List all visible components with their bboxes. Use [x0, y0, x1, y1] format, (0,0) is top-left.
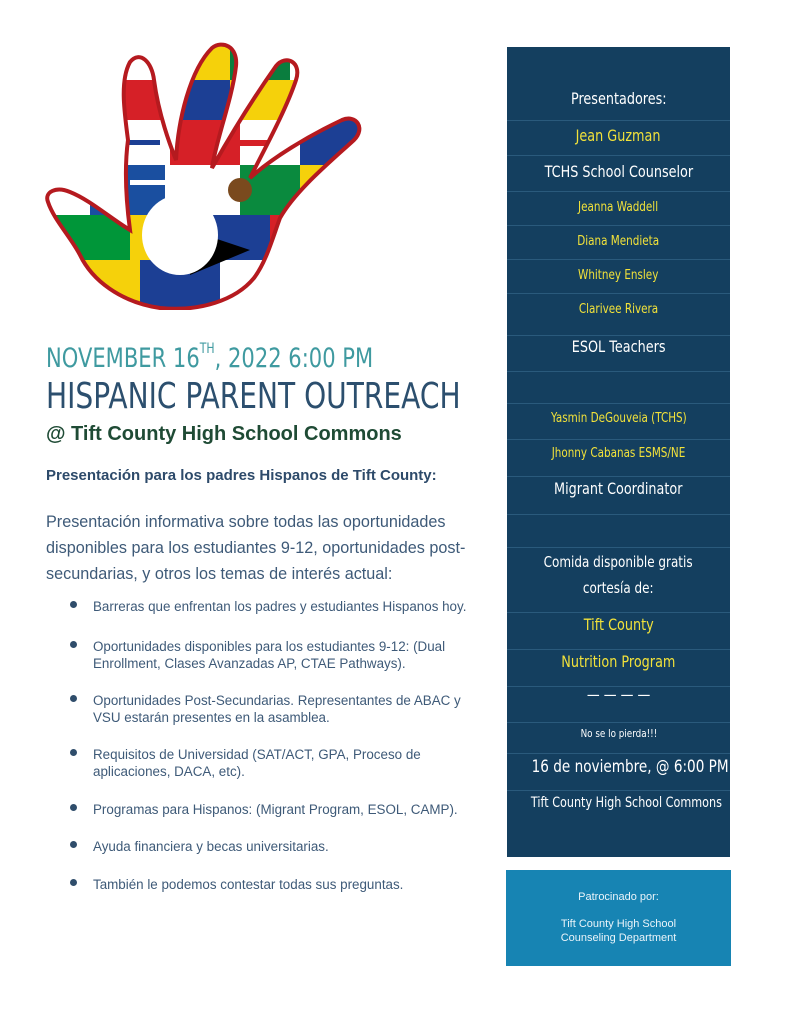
bullet-icon	[70, 804, 77, 811]
list-item-text: Oportunidades disponibles para los estudiantes 9-12: (Dual Enrollment, Clases Avanzadas AP, CTAE Pathways).	[93, 638, 446, 671]
intro-heading: Presentación para los padres Hispanos de Tift County:	[46, 467, 437, 484]
coordinator-name: Jhonny Cabanas ESMS/NE	[551, 446, 686, 461]
list-item	[70, 838, 485, 856]
list-item-text: Programas para Hispanos: (Migrant Program, ESOL, CAMP).	[93, 801, 458, 817]
topic-list	[70, 598, 485, 893]
presenters-heading: Presentadores:	[570, 89, 667, 108]
coordinator-role: Migrant Coordinator	[554, 479, 683, 498]
list-item	[70, 598, 485, 616]
dont-miss-text: No se lo pierda!!!	[580, 727, 657, 740]
teacher-name: Clarivee Rivera	[578, 302, 659, 317]
event-date-ordinal: TH	[199, 341, 215, 357]
bullet-icon	[70, 841, 77, 848]
list-item	[70, 692, 485, 727]
bullet-icon	[70, 695, 77, 702]
presenter-role: TCHS School Counselor	[544, 162, 693, 181]
sponsor-line-2: Counseling Department	[560, 932, 677, 944]
teacher-name: Whitney Ensley	[578, 268, 659, 283]
sponsor-label: Patrocinado por:	[578, 891, 659, 903]
list-item-text: Requisitos de Universidad (SAT/ACT, GPA, Proceso de aplicaciones, DACA, etc).	[93, 746, 421, 779]
food-line-1: Comida disponible gratis	[544, 553, 693, 571]
sponsor-box	[506, 870, 731, 966]
list-item-text: Ayuda financiera y becas universitarias.	[93, 839, 329, 854]
list-item	[70, 876, 485, 894]
teacher-name: Diana Mendieta	[577, 234, 660, 249]
list-item-text: También le podemos contestar todas sus preguntas.	[93, 876, 404, 892]
bullet-icon	[70, 641, 77, 648]
event-date-suffix: , 2022 6:00 PM	[214, 343, 374, 374]
bullet-icon	[70, 879, 77, 886]
event-date-prefix: NOVEMBER 16	[46, 343, 200, 374]
sponsor-line-1: Tift County High School	[560, 918, 677, 930]
event-datetime: 16 de noviembre, @ 6:00 PM	[531, 757, 729, 777]
presenter-name: Jean Guzman	[576, 126, 661, 145]
food-sponsor-2: Nutrition Program	[561, 652, 676, 671]
list-item	[70, 638, 485, 673]
teachers-role: ESOL Teachers	[571, 337, 666, 356]
presenters-panel	[507, 47, 730, 857]
event-date	[46, 343, 373, 374]
list-item-text: Oportunidades Post-Secundarias. Representantes de ABAC y VSU estarán presentes en la asamblea.	[93, 692, 461, 725]
bullet-icon	[70, 601, 77, 608]
food-sponsor-1: Tift County	[583, 615, 654, 634]
dashes-divider: — — — —	[586, 685, 651, 704]
event-location: Tift County High School Commons	[530, 795, 722, 811]
hand-of-flags-image	[40, 40, 420, 310]
page-title: HISPANIC PARENT OUTREACH	[46, 376, 461, 417]
list-item	[70, 746, 485, 781]
teacher-name: Jeanna Waddell	[578, 200, 659, 215]
coordinator-name: Yasmin DeGouveia (TCHS)	[550, 411, 687, 426]
bullet-icon	[70, 749, 77, 756]
list-item-text: Barreras que enfrentan los padres y estudiantes Hispanos hoy.	[93, 599, 467, 614]
event-venue: @ Tift County High School Commons	[46, 423, 402, 445]
intro-paragraph: Presentación informativa sobre todas las oportunidades disponibles para los estudiantes 9-12, oportunidades post-secundarias, y otros los temas de interés actual:	[46, 513, 466, 583]
list-item	[70, 801, 485, 819]
food-line-2: cortesía de:	[583, 579, 654, 597]
